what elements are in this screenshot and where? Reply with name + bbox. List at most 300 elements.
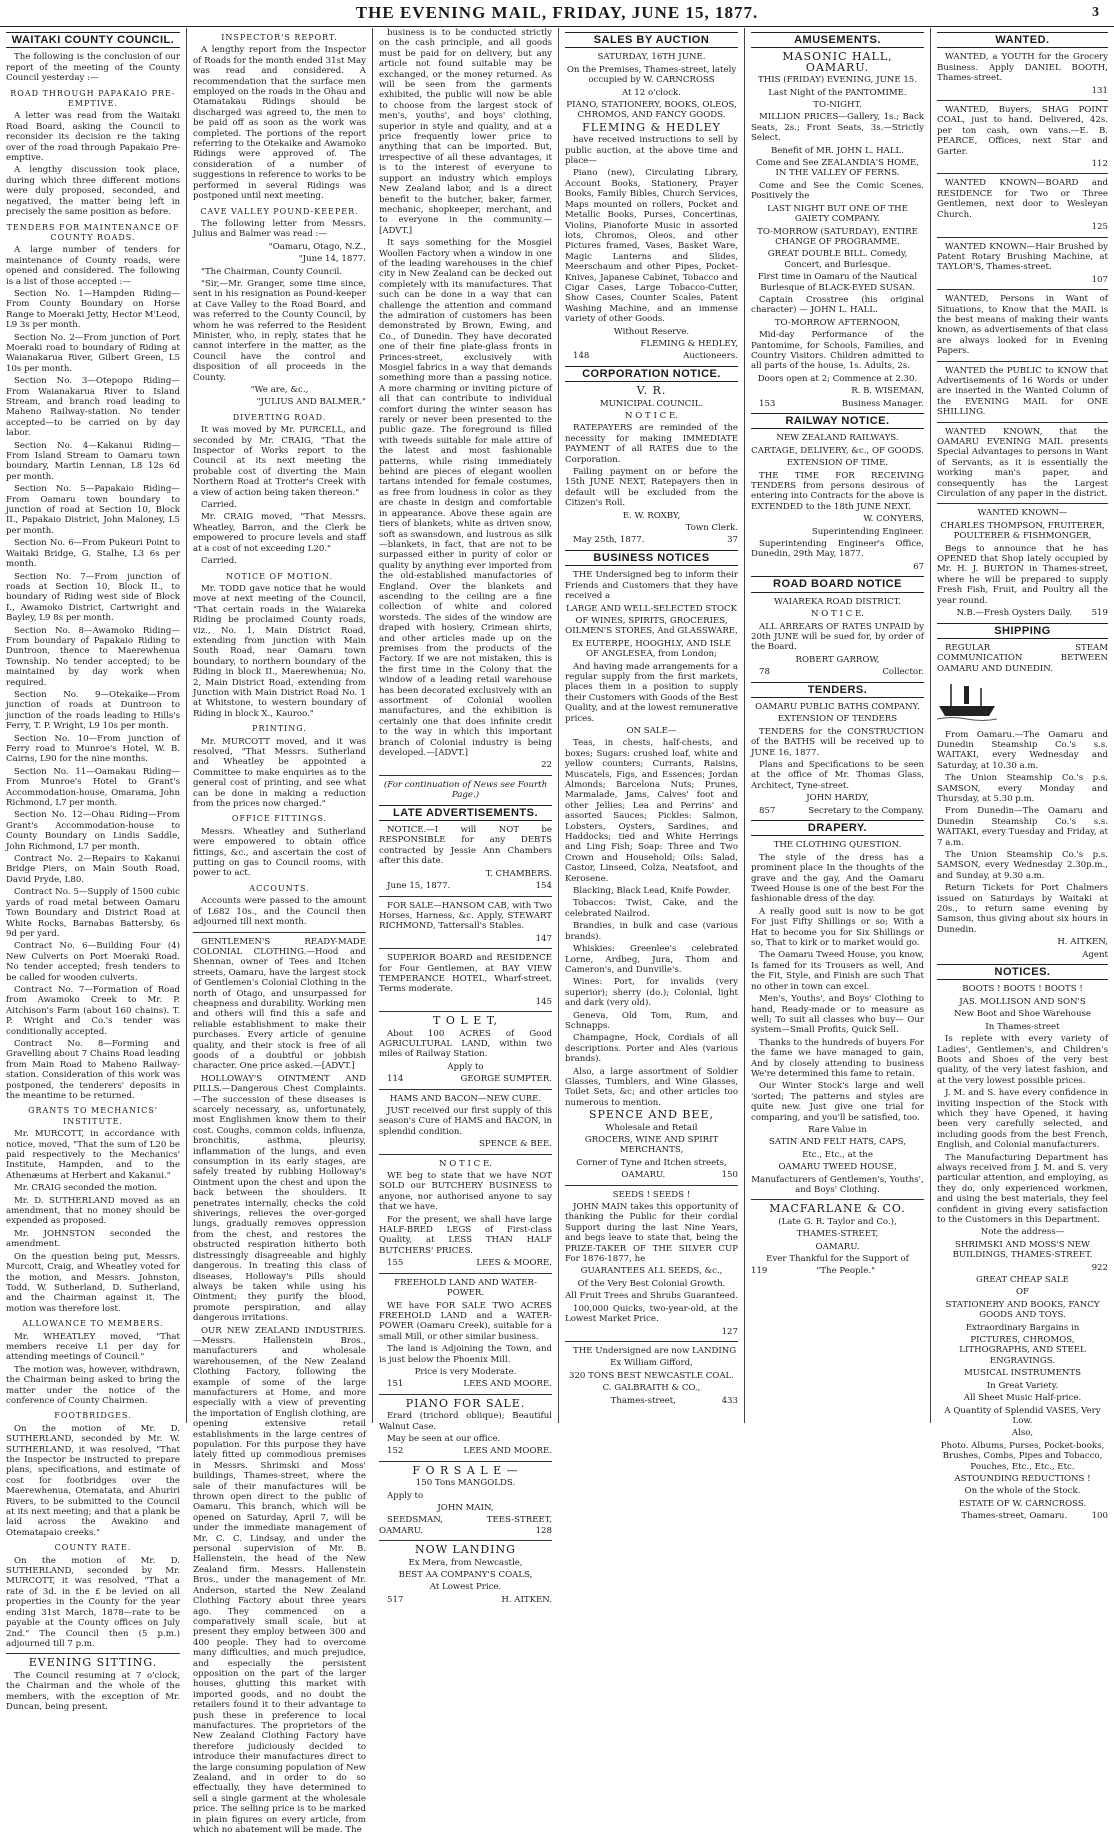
paragraph: A lengthy report from the Inspector of Roads for the month ended 31st May was read and considered. A recommendation that the surface men employed on the roads in the Ohau and Otamatakau Ridings should be discharged was agreed to, the men to be paid off as soon as the work was completed. The portions of the report referring to the Otekaike and Awamoko Ridings were approved of. The consideration of a number of suggestions in reference to works to be performed in several Ridings was postponed until next meeting. <box>193 45 366 202</box>
divider <box>379 1540 552 1541</box>
ad-title: CARTAGE, DELIVERY, &c., OF GOODS. <box>751 445 924 456</box>
paragraph: From Oamaru.—The Oamaru and Dunedin Steamship Co.'s s.s. WAITAKI, every Wednesday and Saturday, at 10.30 a.m. <box>937 729 1108 771</box>
ad-footer <box>565 1170 738 1180</box>
ad-number: 78 <box>759 667 770 678</box>
subheading: FOOTBRIDGES. <box>54 1411 132 1421</box>
wanted-ad: WANTED, Buyers, SHAG POINT COAL, just to hand. Delivered, 42s. per ton cash, own vans.—E. B. PEARCE, Offices, next Star and Garter. <box>937 105 1108 157</box>
ad-signature: C. GALBRAITH & CO., <box>602 1383 701 1394</box>
carried-label: Carried. <box>201 500 237 511</box>
paragraph: Come and See the Comic Scenes. Positively the <box>751 180 924 202</box>
divider <box>937 289 1108 290</box>
ad-signature: T. CHAMBERS. <box>485 868 552 879</box>
advertisement: WE beg to state that we have NOT SOLD our BUTCHERY BUSINESS to anyone, nor authorised anyone to say that we have. <box>379 1171 552 1213</box>
paragraph: Section No. 5—Papakaio Riding—From Oamaru town boundary to junction of road at Section 10, Block II., Papakaio District, John Maloney, L5 per month. <box>6 484 180 536</box>
paragraph: Blacking, Black Lead, Knife Powder. <box>573 886 731 897</box>
auction-location: On the Premises, Thames-street, lately occupied by W. CARNCROSS <box>566 64 737 86</box>
paragraph: Doors open at 2; Commence at 2.30. <box>757 373 918 384</box>
divider <box>379 775 552 776</box>
paragraph: Benefit of MR. JOHN L. HALL. <box>770 145 904 156</box>
column-4 <box>558 28 744 1423</box>
paragraph: New Boot and Shoe Warehouse <box>954 1009 1091 1020</box>
paragraph: THIS (FRIDAY) EVENING, JUNE 15. <box>757 75 917 86</box>
paragraph: Also, a large assortment of Soldier Glasses, Tumblers, and Wine Glasses, Toilet Sets, &c; and other articles too numerous to mention. <box>565 1066 738 1108</box>
advertisement: 150 Tons MANGOLDS. <box>415 1478 516 1489</box>
paragraph: TO-NIGHT. <box>813 100 862 111</box>
subheading: TENDERS FOR MAINTENANCE OF COUNTY ROADS. <box>6 222 180 242</box>
masthead <box>0 0 1114 27</box>
divider <box>565 1341 738 1342</box>
paragraph: In Great Variety. <box>986 1380 1059 1391</box>
ad-role: Auctioneers. <box>683 351 738 362</box>
ad-apply: Apply to <box>447 1061 484 1072</box>
paragraph: Tobaccos: Twist, Cake, and the celebrated Nailrod. <box>565 898 738 919</box>
advertisement: BEST AA COMPANY'S COALS, <box>398 1570 533 1581</box>
wanted-ad: WANTED, Persons in Want of Situations, to Know that the MAIL is the best means of making their wants known, as advertisements of that class are always looked for in Evening Papers. <box>937 294 1108 357</box>
ad-number: 152 <box>387 1446 404 1457</box>
column-1 <box>0 28 186 1712</box>
ad-number: 131 <box>1091 85 1108 96</box>
section-heading: EVENING SITTING. <box>28 1656 158 1670</box>
ad-footer <box>379 1446 552 1456</box>
ad-title: ESTATE OF W. CARNCROSS. <box>958 1498 1087 1509</box>
paragraph: Come and See ZEALANDIA'S HOME, IN THE VALLEY OF FERNS. <box>755 158 920 179</box>
paragraph: On the motion of Mr. D. SUTHERLAND, seconded by Mr. W. SUTHERLAND, it was resolved, "That the Inspector be instructed to prepare plans, specifications, and estimate of cost for footbridges over the Maerewhenua, Otematata, and Ahuriri Rivers, to be submitted to the Council at its next meeting; and that a plank be laid across the Awakino and Otematapaio creeks." <box>6 1423 180 1538</box>
paragraph: Plans and Specifications to be seen at the office of Mr. Thomas Glass, Architect, Tyne-street. <box>751 759 924 791</box>
paragraph: Extraordinary Bargains in <box>965 1322 1080 1333</box>
paragraph: On the motion of Mr. D. SUTHERLAND, seconded by Mr. MURCOTT, it was resolved, "That a rate of 3d. in the £ be levied on all properties in the County for the year ending 31st March, 1878—rate to be payable at the County offices on July 2nd." The Council then (5 p.m.) adjourned till 7 p.m. <box>6 1555 180 1649</box>
ad-signature: JOHN MAIN, <box>437 1503 494 1513</box>
paragraph: First time in Oamaru of the Nautical Burlesque of BLACK-EYED SUSAN. <box>757 272 918 293</box>
paragraph: Mr. TODD gave notice that he would move at next meeting of the Council, "That certain roads in the Waiareka Riding be proclaimed County roads, viz., No. 1, Main District Road, extending from junction with Main South Road, near Oamaru town boundary, to northern boundary of the Riding in block II., Maerewhenua; No. 2, Main District Road, extending from Junction with Main District Road No. 1 at Whitstone, to western boundary of Riding in block X., Kauroo." <box>193 583 366 719</box>
ad-address: Thames-street, <box>610 1395 676 1406</box>
paragraph: JOHN MAIN takes this opportunity of thanking the Public for their cordial Support during the last Nine Years, and begs leave to state that, being the PRIZE-TAKER OF THE SILVER CUP For 1876-1877, he <box>565 1202 738 1265</box>
ad-footer <box>751 399 924 409</box>
ad-title: WANTED KNOWN— <box>977 508 1068 519</box>
column-2 <box>186 28 372 1835</box>
ad-title: ASTOUNDING REDUCTIONS ! <box>954 1473 1091 1484</box>
paragraph: Section No. 9—Otekaike—From junction of roads at Duntroon to junction of the roads leading to Hills's Ferry, T. P. Wright, L9 10s per month. <box>6 689 180 732</box>
auctioneer-title: FLEMING & HEDLEY <box>582 120 721 134</box>
ad-title: BOOTS ! BOOTS ! BOOTS ! <box>962 984 1083 995</box>
paragraph: SHRIMSKI AND MOSS'S NEW BUILDINGS, THAMES-STREET. <box>952 1239 1093 1261</box>
section-heading: TENDERS. <box>751 682 924 698</box>
ad-number: 114 <box>387 1074 404 1085</box>
paragraph: Without Reserve. <box>613 326 690 337</box>
paragraph: Contract No. 2—Repairs to Kakanui Bridge Piers, on Main South Road, David Pryde, L80. <box>6 854 180 885</box>
ad-title: WAIAREKA ROAD DISTRICT. <box>774 596 901 607</box>
verse: Thanks to the hundreds of buyers For the fame we have managed to gain, And by closely attending to business We're determined this fame to retain. <box>751 1037 924 1079</box>
ad-title: MACFARLANE & CO. <box>769 1202 906 1216</box>
paragraph: Section No. 3—Otepopo Riding—From Waianakarua River to Island Stream, and branch road leading to Maheno Railway-station. No tender accepted—to be carried on by day labor. <box>6 376 180 439</box>
paragraph: Manufacturers of Gentlemen's, Youths', and Boys' Clothing. <box>751 1174 924 1195</box>
ad-number: 857 <box>759 805 776 816</box>
ad-footer <box>565 351 738 361</box>
verse: Men's, Youths', and Boys' Clothing to hand, Ready-made or to measure as well; To suit all classes who buy— Our system—Small Profits, Quick Sell. <box>751 994 924 1036</box>
ad-number: 154 <box>535 881 552 892</box>
paragraph: MILLION PRICES—Gallery, 1s.; Back Seats, 2s.; Front Seats, 3s.—Strictly Select. <box>751 112 924 144</box>
divider <box>379 1154 552 1155</box>
advertisement: NOTICE.—I will NOT be RESPONSIBLE for any DEBTS contracted by Jessie Ann Chambers after this date. <box>379 825 552 867</box>
ad-number: 128 <box>535 1525 552 1536</box>
ad-title: MUNICIPAL COUNCIL. <box>599 398 704 409</box>
auction-time: At 12 o'clock. <box>622 87 681 98</box>
paragraph: Mr. D. SUTHERLAND moved as an amendment, that no money should be expended as proposed. <box>6 1195 180 1227</box>
ad-footer <box>379 1595 552 1605</box>
wanted-ad: WANTED the PUBLIC to KNOW that Advertisements of 16 Words or under are inserted in the Wanted Column of the EVENING MAIL for ONE SHILLING. <box>937 365 1108 418</box>
paragraph: Contract No. 6—Building Four (4) New Culverts on Port Moeraki Road. No tender accepted; fresh tenders to be called for wooden culverts. <box>6 941 180 983</box>
paragraph: Contract No. 7—Formation of Road from Awamoko Creek to Mr. P. Aitchison's Farm (about 160 chains). T. P. Wright and Co.'s tender was conditionally accepted. <box>6 984 180 1037</box>
ad-title: LARGE AND WELL-SELECTED STOCK <box>565 603 738 614</box>
divider <box>379 1089 552 1090</box>
ad-number: 37 <box>727 535 738 546</box>
paragraph: "Sir,—Mr. Granger, some time since, sent in his resignation as Pound-keeper at Cave Valley to the Road Board, and was referred to the County Council, by whom he was referred to the Resident Minister, who, in reply, states that he cannot interfere in the matter, as the Council have the control and disposition of all proceeds in the County. <box>193 278 366 383</box>
ad-number: 119 <box>751 1266 768 1277</box>
paragraph: A lengthy discussion took place, during which three different motions were duly proposed, seconded, and negatived, the matter being left in precisely the same position as before. <box>6 165 180 218</box>
advertisement: For the present, we shall have large HALF-BRED LEGS of First-class Quality, at LESS THAN HALF BUTCHERS' PRICES. <box>379 1214 552 1256</box>
paragraph: Brandies, in bulk and case (various brands). <box>565 921 738 942</box>
ad-title: T O L E T, <box>433 1014 498 1028</box>
divider <box>937 422 1108 423</box>
ad-number: 148 <box>573 351 590 362</box>
divider <box>565 1185 738 1186</box>
ad-date <box>379 881 552 891</box>
advertisement: Ex Mera, from Newcastle, <box>408 1557 523 1568</box>
divider <box>937 237 1108 238</box>
paragraph: THE TIME FOR RECEIVING TENDERS from persons desirous of entering into Contracts for the above is EXTENDED to the 18th JUNE NEXT. <box>751 470 924 512</box>
paragraph: Section No. 12—Ohau Riding—From Grant's Accommodation-house to County Boundary on Lindis Saddle, John Richmond, L7 per month. <box>6 810 180 852</box>
paragraph: OAMARU. <box>815 1241 860 1252</box>
paragraph: Rare Value in <box>808 1124 867 1135</box>
paragraph: Failing payment on or before the 15th JUNE NEXT, Ratepayers then in default will be excluded from the Citizen's Roll. <box>565 467 738 509</box>
subheading: CAVE VALLEY POUND-KEEPER. <box>200 206 359 216</box>
paragraph: Ex EUTERPE, HOOGHLY, AND ISLE OF ANGLESEA, from London; <box>571 638 732 660</box>
section-heading: WANTED. <box>937 32 1108 48</box>
advertisement: OUR NEW ZEALAND INDUSTRIES.—Messrs. Hallenstein Bros., manufacturers and wholesale warehousemen, of the New Zealand Clothing Factory, following the example of some of the large manufacturers at Home, and more especially with a view of preventing the importation of English clothing, are opening extensive retail establishments in the large centres of population. For this purpose they have lately fitted up commodious premises in Messrs. Shrimski and Moss' buildings, Thames-street, where the sale of their manufactures will be thrown open direct to the public of Oamaru. This branch, which will be opened on Saturday, April 7, will be under the immediate management of Mr. C. C. Lindsay, and under the personal supervision of Mr. B. Hallenstein, the head of the New Zealand firm. Messrs. Hallenstein Bros., under the management of Mr. Anderson, started the New Zealand Clothing Factory about three years ago. They commenced on a comparatively small scale, but at present they employ between 300 and 400 people. They had to overcome many difficulties, and much prejudice, and especially the persistent opposition on the part of the larger houses, glutting this market with imported goods, and no doubt the retailers found it to their advantage to push these in preference to local manufactures. The proprietors of the New Zealand Clothing Factory have therefore judiciously decided to introduce their manufactures direct to the large consuming population of New Zealand, and in order to do so effectually, they have determined to sell a single garment at the wholesale price. The selling price is to be marked in plain figures on every article, from which no abatement will be made. The <box>193 1325 366 1835</box>
paragraph: Wines: Port, for invalids (very superior); sherry (do.); Colonial, light and dark (very old). <box>565 977 738 1009</box>
ad-address: SEEDSMAN, TEES-STREET, OAMARU. <box>379 1515 552 1536</box>
ad-title: F O R S A L E — <box>412 1463 519 1477</box>
ad-signature: E. W. ROXBY, <box>622 510 681 521</box>
wanted-ad: WANTED, a YOUTH for the Grocery Business. Apply DANIEL BOOTH, Thames-street. <box>937 52 1108 84</box>
ad-title: N O T I C E. <box>625 411 678 421</box>
ad-title: CHARLES THOMPSON, FRUITERER, POULTERER & FISHMONGER, <box>940 520 1105 542</box>
ad-signature: H. AITKEN, <box>1057 937 1108 948</box>
ad-number: 107 <box>1091 274 1108 285</box>
ad-number: 153 <box>759 398 776 409</box>
ad-number: 155 <box>387 1258 404 1269</box>
divider <box>937 100 1108 101</box>
royal-cipher: V. R. <box>636 384 667 398</box>
ad-footer <box>751 806 924 816</box>
auction-items: PIANO, STATIONERY, BOOKS, OLEOS, CHROMOS, AND FANCY GOODS. <box>566 100 737 121</box>
paragraph: Note the address— <box>980 1227 1065 1238</box>
letter-close: "We are, &c., <box>250 385 309 395</box>
ad-role: Agent <box>1082 949 1108 960</box>
ad-number: 147 <box>535 933 552 944</box>
ad-title: HAMS AND BACON—NEW CURE. <box>389 1093 542 1104</box>
verse: A really good suit is now to be got For just Fifty Shillings or so; With a Hat to become you for Six Shillings or so, That to kirk or to market would go. <box>751 906 924 949</box>
subheading: DIVERTING ROAD. <box>232 412 327 422</box>
ad-number: 112 <box>1091 159 1108 170</box>
ad-signature: SPENCE AND BEE, <box>588 1108 715 1122</box>
paragraph: Section No. 10—From junction of Ferry road to Munroe's Hotel, W. B. Cairns, L90 for the nine months. <box>6 733 180 765</box>
section-heading: LATE ADVERTISEMENTS. <box>379 805 552 821</box>
section-heading: RAILWAY NOTICE. <box>751 413 924 429</box>
paragraph: The Union Steamship Co.'s p.s. SAMSON, every Wednesday 2.30p.m., and Sunday, at 9.30 a.m. <box>937 850 1108 881</box>
paragraph: The Union Steamship Co.'s p.s. SAMSON, every Monday and Thursday, at 5.30 p.m. <box>937 773 1108 804</box>
ad-signature: ROBERT GARROW, <box>795 654 880 665</box>
paragraph: Contract No. 8—Forming and Gravelling about 7 Chains Road leading from Main Road to Maheno Railway-station. Consideration of this work was postponed, the tenderers' deposits in the meantime to be returned. <box>6 1038 180 1101</box>
ad-title: PIANO FOR SALE. <box>405 1396 526 1410</box>
paragraph: Begs to announce that he has OPENED that Shop lately occupied by Mr. H. J. BURTON in Thames-street, where he will be prepared to supply Fresh Fish, Fruit, and Poultry all the year round. <box>937 543 1108 606</box>
ad-footer <box>565 1396 738 1406</box>
paragraph: It says something for the Mosgiel Woollen Factory when a window in one of the leading warehouses in the chief city in New Zealand can be decked out completely with its manufactures. That such can be done in a way that can challenge the attention and command the admiration of customers has been demonstrated by Brown, Ewing, and Co., of Dunedin. They have decorated one of their fine plate-glass fronts in Princes-street, exclusively with Mosgiel fabrics in a way that demands something more than a passing notice. A more charming or inviting picture of all that can contribute to individual comfort during the winter season has rarely or never been presented to the public gaze. The foreground is filled with tweeds suitable for male attire of the latest and most fashionable patterns, while rising immediately behind are pieces of elegant woollen tartans intended for female costumes, as free from loudness in color as they are chaste in design and comfortable in appearance. Above these again are tiers of blankets, white as driven snow, soft as swansdown, and lustrous as silk—blankets, in fact, that are not to be surpassed either in purity of color or quality by anything ever imported from the old-established manufactories of England. Over the blankets and ascending to the ceiling are a fine collection of white and colored worsteds. The sides of the window are draped with hosiery, Crimean shirts, and other articles made up on the premises from the products of the Factory. If we are not mistaken, this is the first time in the Colony that the window of a leading retail warehouse has been decorated exclusively with an assortment of Colonial woollen manufactures, and the exhibition is certainly one that does infinite credit to the way in which this important branch of Colonial industry is being developed.—[ADVT.] <box>379 238 552 759</box>
paragraph: EXTENSION OF TENDERS <box>777 714 898 725</box>
paragraph: TO-MORROW (SATURDAY), ENTIRE CHANGE OF PROGRAMME. <box>757 226 918 247</box>
steamship-icon <box>937 680 997 722</box>
subheading: COUNTY RATE. <box>54 1543 132 1553</box>
paragraph: 100,000 Quicks, two-year-old, at the Lowest Market Price. <box>565 1303 738 1325</box>
paragraph: And having made arrangements for a regular supply from the first markets, places them in a position to supply their Customers with Goods of the Best Quality, and at the lowest remunerative prices. <box>565 661 738 724</box>
section-heading: WAITAKI COUNTY COUNCIL. <box>6 32 180 48</box>
paragraph: business is to be conducted strictly on the cash principle, and all goods must be paid for on delivery, but any article not found suitable may be exchanged, or the money returned. As will be seen from the garments exhibited, the public will now be able to choose from the largest stock of men's, youths', and boys' clothing, superior in style and quality, and at a price frequently lower price to anything that can be imported. But, irrespective of all these advantages, it is to the interest of everyone to support an industry which employs New Zealand labor, and is a direct benefit to the butcher, baker, farmer, mechanic, shopkeeper, merchant, and to everyone in the community.—[ADVT.] <box>379 28 552 236</box>
ad-signature: R. B. WISEMAN, <box>851 386 924 397</box>
continuation-note: (For continuation of News see Fourth Page.) <box>383 779 548 801</box>
paragraph: Section No. 1—Hampden Riding—From County Boundary on Horse Range to Moeraki Jetty, Hector M'Leod, L9 3s per month. <box>6 288 180 331</box>
advertisement: HOLLOWAY'S OINTMENT AND PILLS.—Dangerous Chest Complaints.—The succession of these diseases is scarcely necessary, as, unfortunately, most Englishmen know them to their cost. Coughs, common colds, influenza, bronchitis, asthma, pleurisy, inflammation of the lungs, and even consumption in its early stages, are safely treated by rubbing Holloway's Ointment upon the chest and upon the back between the shoulders. It penetrates internally, checks the cold shiverings, relieves the over-gorged lungs, gradually removes oppression from the chest, and restores the obstructed respiration hitherto both distressingly disagreeable and highly dangerous. In treating this class of diseases, Holloway's Pills should always be taken while using his Ointment; they purify the blood, promote perspiration, and allay dangerous irritations. <box>193 1073 366 1324</box>
ad-number: 127 <box>721 1326 738 1337</box>
ad-number: 517 <box>387 1594 404 1605</box>
paragraph: Section No. 4—Kakanui Riding—From Island Stream to Oamaru town boundary, Martin Lennan, L8 12s 6d per month. <box>6 440 180 482</box>
subheading: OFFICE FITTINGS. <box>231 814 328 824</box>
ad-title: GROCERS, WINE AND SPIRIT MERCHANTS, <box>584 1135 719 1156</box>
paragraph: Contract No. 5—Supply of 1500 cubic yards of road metal between Oamaru Town Boundary and District Road at White Rocks, Barnabas Battersby, 6s 9d per yard. <box>6 887 180 939</box>
section-heading: CORPORATION NOTICE. <box>565 366 738 382</box>
wanted-ad: WANTED KNOWN—BOARD and RESIDENCE for Two or Three Gentlemen, next door to Wesleyan Church. <box>937 178 1108 220</box>
advertisement: SUPERIOR BOARD and RESIDENCE for Four Gentlemen, at BAY VIEW TEMPERANCE HOTEL, Wharf-street. Terms moderate. <box>379 953 552 995</box>
ad-title: OAMARU TWEED HOUSE, <box>778 1162 897 1173</box>
paragraph: The following is the conclusion of our report of the meeting of the County Council yesterday :— <box>6 52 180 84</box>
paragraph: The Council resuming at 7 o'clock, the Chairman and the whole of the members, with the exception of Mr. Duncan, being present. <box>6 1670 180 1712</box>
ad-title: SATIN AND FELT HATS, CAPS, <box>769 1137 906 1148</box>
ad-footer <box>379 1379 552 1389</box>
ad-title: MASONIC HALL, OAMARU. <box>782 50 893 74</box>
ad-title: MUSICAL INSTRUMENTS <box>963 1368 1081 1379</box>
ad-apply: Apply to <box>387 1490 424 1501</box>
paragraph: TO-MORROW AFTERNOON, <box>774 317 901 328</box>
divider <box>379 896 552 897</box>
letter-signature: "JULIUS AND BALMER." <box>256 397 366 408</box>
ad-footer <box>379 1258 552 1268</box>
subheading: INSPECTOR'S REPORT. <box>221 33 338 42</box>
paragraph: RATEPAYERS are reminded of the necessity for making IMMEDIATE PAYMENT of all RATES due to the Corporation. <box>565 423 738 465</box>
verse: The style of the dress has a prominent place In the thoughts of the grave and the gay, And the Oamaru Tweed House is one of the best For the fashionable dress of the day. <box>751 852 924 905</box>
paragraph: THE Undersigned beg to inform their Friends and Customers that they have received a <box>565 570 738 602</box>
subheading: ON SALE— <box>626 725 677 736</box>
carried-label: Carried. <box>201 556 237 567</box>
ad-role: Superintending Engineer. <box>811 526 924 537</box>
paragraph: Mr. MURCOTT moved, and it was resolved, "That Messrs. Sutherland and Wheatley be appointed a Committee to make enquiries as to the general cost of printing, and see what can be done in making a reduction from the prices now charged." <box>193 736 366 810</box>
divider <box>379 1394 552 1395</box>
paragraph: THAMES-STREET, <box>796 1229 879 1240</box>
ad-title: LAST NIGHT BUT ONE OF THE GAIETY COMPANY. <box>767 203 908 225</box>
paragraph: have received instructions to sell by public auction, at the above time and place— <box>565 135 738 167</box>
section-heading: NOTICES. <box>937 964 1108 980</box>
ad-footer <box>937 608 1108 618</box>
ad-signature: LEES & MOORE. <box>476 1258 552 1269</box>
section-heading: SHIPPING <box>937 623 1108 639</box>
paragraph: It was moved by Mr. PURCELL, and seconded by Mr. CRAIG, "That the Inspector of Works report to the Council at its next meeting the probable cost of diverting the Main Northern Road at Trotter's Creek with a view of action being taken thereon." <box>193 425 366 498</box>
paragraph: Section No. 6—From Pukeuri Point to Waitaki Bridge, G. Stalhe, L3 6s per month. <box>6 538 180 570</box>
paragraph: ALL ARREARS OF RATES UNPAID by 20th JUNE will be sued for, by order of the Board. <box>751 621 924 653</box>
paragraph: J. M. and S. have every confidence in inviting inspection of the Stock with which they have Opened, it having been very carefully selected, and including goods from the best French, English, and Colonial manufacturers. <box>937 1088 1108 1151</box>
ad-number: 433 <box>721 1395 738 1406</box>
paragraph: Mr. CRAIG moved, "That Messrs. Wheatley, Barron, and the Clerk be empowered to procure levels and staff at a cost of not exceeding L20." <box>193 512 366 554</box>
ad-title: 320 TONS BEST NEWCASTLE COAL. <box>569 1370 734 1381</box>
advertisement: WE have FOR SALE TWO ACRES FREEHOLD LAND and a WATER-POWER (Oamaru Creek), suitable for a small Mill, or other similar business. <box>379 1300 552 1342</box>
ad-signature: SPENCE & BEE. <box>478 1139 552 1150</box>
paragraph: All Fruit Trees and Shrubs Guaranteed. <box>565 1291 738 1302</box>
paragraph: Of the Very Best Colonial Growth. <box>577 1278 726 1289</box>
paragraph: Teas, in chests, half-chests, and boxes; Sugars: crushed loaf, white and yellow counters; Currants, Raisins, Muscatels, Figs, and Essences; Jordan Almonds; Barcelona Nuts; Prunes, Marmalade, Jams, Calves' foot and other Jellies; Lea and Perrins' and assorted Sauces; Pickles: Salmon, Lobsters, Oysters, Sardines, and Haddocks; tied and White Herrings and Ling Fish; Soap: Three and Two Crown and Household; Oils: Salad, Castor, Linseed, Colza, Neatsfoot, and Kerosene. <box>565 738 738 884</box>
paragraph: Section No. 7—From junction of roads at Section 10, Block II., to boundary of Riding west side of Block I., Awamoko District, Cartwright and Bayley, L9 8s per month. <box>6 571 180 624</box>
ad-footer <box>379 1074 552 1084</box>
advertisement: Price is very Moderate. <box>414 1366 517 1377</box>
ad-tagline: "The People." <box>816 1266 876 1277</box>
wanted-ad: WANTED KNOWN—Hair Brushed by Patent Rotary Brushing Machine, at TAYLOR'S, Thames-street. <box>937 241 1108 273</box>
ad-title: NEW ZEALAND RAILWAYS. <box>776 433 899 444</box>
ad-footer <box>937 1511 1108 1521</box>
paragraph: THE Undersigned are now LANDING <box>573 1345 737 1356</box>
paragraph: Last Night of the PANTOMIME. <box>768 87 907 98</box>
ad-title: GUARANTEES ALL SEEDS, &c., <box>580 1266 723 1277</box>
paragraph: (Late G. R. Taylor and Co.), <box>778 1216 897 1227</box>
ad-signature: GEORGE SUMPTER. <box>460 1074 552 1085</box>
ad-title: THE CLOTHING QUESTION. <box>773 840 902 851</box>
advertisement: About 100 ACRES of Good AGRICULTURAL LAND, within two miles of Railway Station. <box>379 1028 552 1060</box>
ad-date-text: May 25th, 1877. <box>573 535 645 546</box>
column-3 <box>372 28 558 1605</box>
ad-title: NOW LANDING <box>415 1543 516 1557</box>
page-number: 3 <box>1092 5 1100 20</box>
advertisement: Erard (trichord oblique); Beautiful Walnut Case. <box>379 1411 552 1432</box>
section-heading: AMUSEMENTS. <box>751 32 924 48</box>
verse: Our Winter Stock's large and well 'sorted; The patterns and styles are quite new. Just give one trial for comparing, and you'll be satisfied, too. <box>751 1081 924 1123</box>
paragraph: Geneva, Old Tom, Rum, and Schnapps. <box>565 1010 738 1031</box>
page-columns <box>0 28 1114 1835</box>
ad-title: JAS. MOLLISON AND SON'S <box>959 996 1086 1007</box>
ad-number: 67 <box>913 561 924 572</box>
ad-number: 922 <box>1091 1262 1108 1273</box>
paragraph: N O T I C E. <box>811 609 864 620</box>
paragraph: Also, <box>1011 1428 1034 1439</box>
paragraph: GREAT DOUBLE BILL. Comedy, Concert, and Burlesque. <box>767 249 908 270</box>
paragraph: Mr. MURCOTT, in accordance with notice, moved, "That the sum of L20 be paid respectively to the Mechanics' Institute, Hampden, and to the Athenæums at Herbert and Kakanui." <box>6 1129 180 1181</box>
paragraph: The following letter from Messrs. Julius and Balmer was read :— <box>193 218 366 240</box>
divider <box>193 932 366 933</box>
paragraph: EXTENSION OF TIME. <box>786 458 889 469</box>
ad-number: 100 <box>1091 1511 1108 1522</box>
ad-footer <box>751 667 924 677</box>
paragraph: Accounts were passed to the amount of L682 10s., and the Council then adjourned till next month. <box>193 896 366 928</box>
subheading: NOTICE OF MOTION. <box>225 571 334 581</box>
ad-number: 150 <box>721 1170 738 1181</box>
auction-date: SATURDAY, 16TH JUNE. <box>597 52 706 63</box>
paragraph: In Thames-street <box>985 1021 1060 1032</box>
section-heading: ROAD BOARD NOTICE <box>751 576 924 592</box>
letter-place: "Oamaru, Otago, N.Z., <box>268 241 366 252</box>
ad-signature: FLEMING & HEDLEY, <box>640 338 738 349</box>
paragraph: Section No. 8—Awamoko Riding—From boundary of Papakaio Riding to Duntroon, thence to Maerewhenua Township. No tender accepted; to be maintained by day work when required. <box>6 625 180 688</box>
paragraph: A Quantity of Splendid VASES, Very Low. <box>944 1405 1101 1426</box>
masthead-title: THE EVENING MAIL, FRIDAY, JUNE 15, 1877. <box>355 3 759 22</box>
paragraph: Piano (new), Circulating Library, Account Books, Stationery, Prayer Books, Family Bibles, Church Services, Maps mounted on rollers, Pocket and Metallic Books, Purses, Concertinas, Violins, Pianoforte Music in assorted lots, Chromos, Oleos, and other Pictures framed, Vases, Basket Ware, Magic Lanterns and Slides, Meerschaum and other Pipes, Pocket-Knives, Japanese Cabinet, Tobacco and Cigar Cases, Large Tobacco-Cutter, Show Cases, Counter Scales, Patent Washing Machine, and an immense variety of other Goods. <box>565 168 738 325</box>
ad-number: 22 <box>541 760 552 771</box>
paragraph: The motion was, however, withdrawn, the Chairman being asked to bring the matter under the notice of the conference of County Chairmen. <box>6 1364 180 1406</box>
paragraph: Wholesale and Retail <box>605 1122 698 1133</box>
paragraph: Ex William Gifford, <box>610 1358 693 1369</box>
ad-title: SEEDS ! SEEDS ! <box>612 1189 691 1200</box>
ad-note: N.B.—Fresh Oysters Daily. <box>956 608 1072 619</box>
subheading: PRINTING. <box>252 724 307 734</box>
ad-role: Town Clerk. <box>685 523 738 534</box>
ad-number: 519 <box>1091 608 1108 619</box>
ad-title: PICTURES, CHROMOS, LITHOGRAPHS, AND STEEL ENGRAVINGS. <box>959 1335 1086 1366</box>
ad-role: Collector. <box>882 667 924 678</box>
paragraph: Whiskies: Greenlee's celebrated Lorne, Ardbeg, Jura, Thom and Cameron's, and Dunville's. <box>565 944 738 975</box>
ad-number: 125 <box>1091 222 1108 233</box>
ad-date-text: June 15, 1877. <box>387 881 451 892</box>
subheading: GRANTS TO MECHANICS' INSTITUTE. <box>28 1106 158 1126</box>
paragraph: Champagne, Hock, Cordials of all descriptions. Porter and Ales (various brands). <box>565 1033 738 1065</box>
paragraph: On the question being put, Messrs. Murcott, Craig, and Wheatley voted for the motion, and Messrs. Johnston, Todd, W. Sutherland, D. Sutherland, and the Chairman against it. The motion was therefore lost. <box>6 1251 180 1314</box>
divider <box>379 1461 552 1462</box>
letter-date: "June 14, 1877. <box>298 254 366 265</box>
paragraph: Return Tickets for Port Chalmers issued on Saturdays by Waitaki at 20s., to return same evening by Samson, thus giving about six hours in Dunedin. <box>937 883 1108 935</box>
paragraph: Superintending Engineer's Office, Dunedin, 29th May, 1877. <box>751 539 924 560</box>
paragraph: Ever Thankful for the Support of <box>766 1254 909 1265</box>
paragraph: A letter was read from the Waitaki Road Board, asking the Council to reconsider its decision re the taking over of the road through Papakaio Pre-emptive. <box>6 111 180 164</box>
letter-addressee: "The Chairman, County Council. <box>201 266 343 277</box>
ad-number: 151 <box>387 1379 404 1390</box>
ad-footer <box>751 1266 924 1276</box>
paragraph: Section No. 2—From junction of Port Moeraki road to boundary of Riding at Waianakarua River, Gilbert Green, L5 10s per month. <box>6 332 180 374</box>
advertisement: The land is Adjoining the Town, and is just below the Phoenix Mill. <box>379 1344 552 1365</box>
ad-signature: H. AITKEN. <box>501 1594 552 1605</box>
paragraph: From Dunedin—The Oamaru and Dunedin Steamship Co.'s s.s. WAITAKI, every Tuesday and Friday, at 7 a.m. <box>937 806 1108 848</box>
paragraph: TENDERS for the CONSTRUCTION of the BATHS will be received up to JUNE 16, 1877. <box>751 726 924 758</box>
paragraph: Section No. 11—Oamakau Riding—From Munroe's Hotel to Grant's Accommodation-house, Omarama, John Richmond, L7 per month. <box>6 766 180 809</box>
ad-signature: W. CONYERS, <box>863 514 924 525</box>
divider <box>379 948 552 949</box>
advertisement: GENTLEMEN'S READY-MADE COLONIAL CLOTHING.—Hood and Shennan, owner of Tees and Itchen streets, Oamaru, have the largest stock of Gentlemen's Colonial Clothing in the north of Otago, and unsurpassed for cheapness and durability. Working men and others will find this a safe and reliable establishment to make their purchases. Every article of genuine quality, and their stock is free of all goods of a doubtful or jobbish character. One price asked.—[ADVT.] <box>193 936 366 1072</box>
paragraph: Corner of Tyne and Itchen streets, <box>576 1157 727 1168</box>
divider <box>937 173 1108 174</box>
paragraph: The Manufacturing Department has always received from J. M. and S. very particular attention, and employing, as they do, only experienced workmen, and using the best materials, they feel confident in giving every satisfaction to the Customers in this Department. <box>937 1152 1108 1225</box>
paragraph: Photo. Albums, Purses, Pocket-books, Brushes, Combs, Pipes and Tobacco, Pouches, Etc., Etc., Etc. <box>940 1440 1105 1472</box>
divider <box>6 1653 180 1654</box>
paragraph: Captain Crosstree (his original character) — JOHN L. HALL. <box>751 294 924 316</box>
ad-address: Thames-street, Oamaru. <box>961 1511 1068 1522</box>
paragraph: On the whole of the Stock. <box>964 1486 1081 1497</box>
section-heading: BUSINESS NOTICES <box>565 550 738 566</box>
wanted-ad: WANTED KNOWN, that the OAMARU EVENING MAIL presents Special Advantages to persons in Want of Servants, as it is essentially the working man's paper, and consequently has the Largest Circulation of any paper in the district. <box>937 426 1108 500</box>
paragraph: Is replete with every variety of Ladies', Gentlemen's, and Children's Boots and Shoes of the very best quality, of the very latest fashion, and at the very lowest possible prices. <box>937 1034 1108 1086</box>
ad-signature: LEES AND MOORE. <box>463 1379 552 1390</box>
paragraph: A large number of tenders for maintenance of County roads, were opened and considered. The following is a list of those accepted :— <box>6 245 180 287</box>
section-heading: DRAPERY. <box>751 820 924 836</box>
ad-title: N O T I C E. <box>439 1158 492 1169</box>
